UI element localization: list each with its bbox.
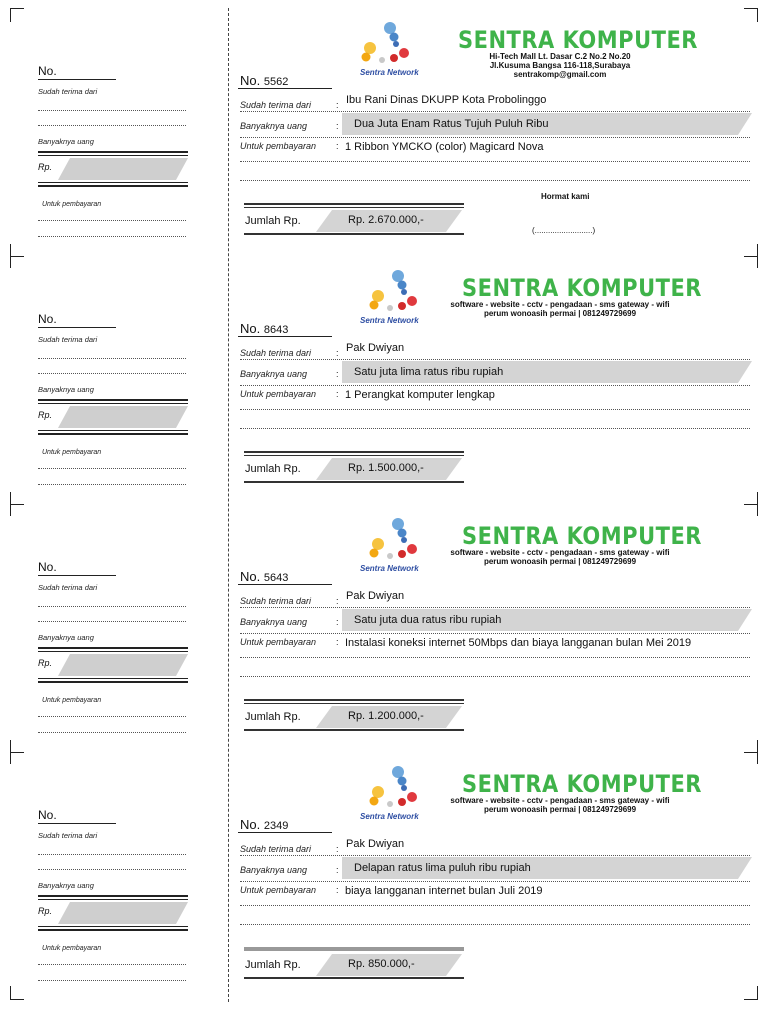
total-rule [244,451,464,453]
stub-rp-label: Rp. [38,906,53,916]
from-label: Sudah terima dari [240,100,312,110]
stub-dotted-line [38,854,186,855]
from-label: Sudah terima dari [240,596,312,606]
from-label: Sudah terima dari [240,844,312,854]
receipt-number-line [238,584,332,585]
amount-words-value: Satu juta dua ratus ribu rupiah [354,614,502,626]
receipt-number-line [238,88,332,89]
brand-name: SENTRA KOMPUTER [458,26,698,54]
stub-rule [38,433,188,435]
receipt-number-value: 5562 [263,76,289,88]
stub-dotted-line [38,110,186,111]
purpose-label: Untuk pembayaran [240,389,317,399]
purpose-value: Instalasi koneksi internet 50Mbps dan biaya langganan bulan Mei 2019 [345,637,692,649]
stub-from-label: Sudah terima dari [38,87,98,96]
company-address [440,52,680,79]
receipt [0,496,768,744]
purpose-value: 1 Perangkat komputer lengkap [345,389,495,401]
company-address [430,796,690,814]
total-label: Jumlah Rp. [245,711,301,723]
total-rule [244,977,464,979]
purpose-value: 1 Ribbon YMCKO (color) Magicard Nova [345,141,544,153]
total-label: Jumlah Rp. [245,959,301,971]
stub-purpose-label: Untuk pembayaran [42,201,102,208]
total-label: Jumlah Rp. [245,463,301,475]
stub-dotted-line [38,732,186,733]
dotted-line [240,137,750,138]
colon: : [336,141,339,151]
colon: : [336,596,339,606]
crop-mark [744,999,758,1000]
dotted-line [240,180,750,181]
stub-amount-label: Banyaknya uang [38,385,94,394]
stub-amount-box [58,902,188,924]
total-rule [244,203,464,205]
receipt-number-label: No. [240,569,261,584]
logo-caption: Sentra Network [360,68,419,77]
amount-label: Banyaknya uang [240,865,308,875]
dotted-line [240,633,750,634]
colon: : [336,121,339,131]
stub-purpose-label: Untuk pembayaran [42,449,102,456]
receipt [0,0,768,248]
stub-dotted-line [38,964,186,965]
receipt-number-label: No. [240,817,261,832]
stub-amount-box [58,654,188,676]
from-value: Pak Dwiyan [346,838,405,850]
colon: : [336,885,339,895]
stub-rule [38,155,188,156]
total-rule [244,947,464,951]
total-rule [244,729,464,731]
dotted-line [240,161,750,162]
stub-dotted-line [38,373,186,374]
receipt-number [240,569,288,584]
stub-number-line [38,327,116,328]
total-rule [244,455,464,456]
total-rule [244,481,464,483]
address-line: Hi-Tech Mall Lt. Dasar C.2 No.2 No.20 [489,52,631,61]
brand-name: SENTRA KOMPUTER [462,522,702,550]
stub-dotted-line [38,236,186,237]
address-line: software - website - cctv - pengadaan - sms gateway - wifi [450,796,670,805]
colon: : [336,865,339,875]
amount-label: Banyaknya uang [240,617,308,627]
stub-rule [38,681,188,683]
stub-rule [38,399,188,401]
receipt [0,744,768,992]
receipt [0,248,768,496]
receipt-number-line [238,336,332,337]
stub-rule [38,647,188,649]
amount-label: Banyaknya uang [240,369,308,379]
from-value: Pak Dwiyan [346,342,405,354]
dotted-line [240,359,750,360]
purpose-value: biaya langganan internet bulan Juli 2019 [345,885,543,897]
signature-title: Hormat kami [541,192,590,201]
stub-from-label: Sudah terima dari [38,335,98,344]
total-rule [244,233,464,235]
colon: : [336,100,339,110]
purpose-label: Untuk pembayaran [240,141,317,151]
company-address [430,300,690,318]
purpose-label: Untuk pembayaran [240,637,317,647]
stub-dotted-line [38,484,186,485]
address-line: perum wonoasih permai | 081249729699 [483,805,637,814]
total-value: Rp. 1.500.000,- [348,462,424,474]
stub-rp-label: Rp. [38,410,53,420]
stub-dotted-line [38,125,186,126]
dotted-line [240,924,750,925]
stub-rule [38,185,188,187]
receipt-number-label: No. [240,73,261,88]
stub-from-label: Sudah terima dari [38,583,98,592]
from-value: Ibu Rani Dinas DKUPP Kota Probolinggo [346,94,547,106]
stub-dotted-line [38,358,186,359]
stub-number-line [38,79,116,80]
stub-dotted-line [38,468,186,469]
stub-number-label: No. [38,808,57,822]
stub-rule [38,403,188,404]
stub-dotted-line [38,716,186,717]
address-line: perum wonoasih permai | 081249729699 [483,309,637,318]
stub-amount-label: Banyaknya uang [38,137,94,146]
stub-rp-label: Rp. [38,162,53,172]
stub-amount-box [58,406,188,428]
colon: : [336,617,339,627]
receipt-number [240,321,288,336]
stub-from-label: Sudah terima dari [38,831,98,840]
dotted-line [240,881,750,882]
stub-rule [38,182,188,183]
receipt-number-label: No. [240,321,261,336]
stub-rule [38,926,188,927]
receipt-number-value: 8643 [263,324,289,336]
company-address [430,548,690,566]
total-value: Rp. 2.670.000,- [348,214,424,226]
total-rule [244,703,464,704]
amount-words-value: Satu juta lima ratus ribu rupiah [354,366,504,378]
logo-caption: Sentra Network [360,316,419,325]
from-value: Pak Dwiyan [346,590,405,602]
stub-rule [38,899,188,900]
dotted-line [240,607,750,608]
stub-rule [38,430,188,431]
address-line: sentrakomp@gmail.com [513,70,607,79]
signature-blank: (..........................) [532,226,596,235]
stub-amount-label: Banyaknya uang [38,633,94,642]
crop-mark [10,999,24,1000]
stub-rp-label: Rp. [38,658,53,668]
stub-number-label: No. [38,64,57,78]
dotted-line [240,676,750,677]
total-label: Jumlah Rp. [245,215,301,227]
total-value: Rp. 1.200.000,- [348,710,424,722]
address-line: software - website - cctv - pengadaan - sms gateway - wifi [450,548,670,557]
stub-dotted-line [38,980,186,981]
stub-dotted-line [38,220,186,221]
dotted-line [240,428,750,429]
stub-rule [38,929,188,931]
stub-rule [38,895,188,897]
stub-amount-label: Banyaknya uang [38,881,94,890]
stub-dotted-line [38,606,186,607]
address-line: software - website - cctv - pengadaan - sms gateway - wifi [450,300,670,309]
colon: : [336,369,339,379]
receipt-number-value: 2349 [263,820,289,832]
stub-number-label: No. [38,312,57,326]
colon: : [336,389,339,399]
colon: : [336,637,339,647]
total-rule [244,207,464,208]
stub-number-line [38,823,116,824]
from-label: Sudah terima dari [240,348,312,358]
logo-caption: Sentra Network [360,812,419,821]
dotted-line [240,385,750,386]
stub-purpose-label: Untuk pembayaran [42,697,102,704]
receipt-number [240,73,288,88]
address-line: Jl.Kusuma Bangsa 116-118,Surabaya [489,61,631,70]
purpose-label: Untuk pembayaran [240,885,317,895]
amount-words-value: Delapan ratus lima puluh ribu rupiah [354,862,531,874]
total-value: Rp. 850.000,- [348,958,415,970]
stub-rule [38,651,188,652]
stub-number-line [38,575,116,576]
stub-purpose-label: Untuk pembayaran [42,945,102,952]
brand-name: SENTRA KOMPUTER [462,770,702,798]
receipt-number [240,817,288,832]
dotted-line [240,657,750,658]
amount-label: Banyaknya uang [240,121,308,131]
stub-rule [38,151,188,153]
dotted-line [240,855,750,856]
colon: : [336,844,339,854]
receipt-number-value: 5643 [263,572,289,584]
stub-rule [38,678,188,679]
stub-dotted-line [38,621,186,622]
total-rule [244,699,464,701]
amount-words-value: Dua Juta Enam Ratus Tujuh Puluh Ribu [354,118,549,130]
logo-caption: Sentra Network [360,564,419,573]
stub-amount-box [58,158,188,180]
dotted-line [240,111,750,112]
dotted-line [240,905,750,906]
dotted-line [240,409,750,410]
address-line: perum wonoasih permai | 081249729699 [483,557,637,566]
stub-number-label: No. [38,560,57,574]
stub-dotted-line [38,869,186,870]
receipt-number-line [238,832,332,833]
brand-name: SENTRA KOMPUTER [462,274,702,302]
colon: : [336,348,339,358]
